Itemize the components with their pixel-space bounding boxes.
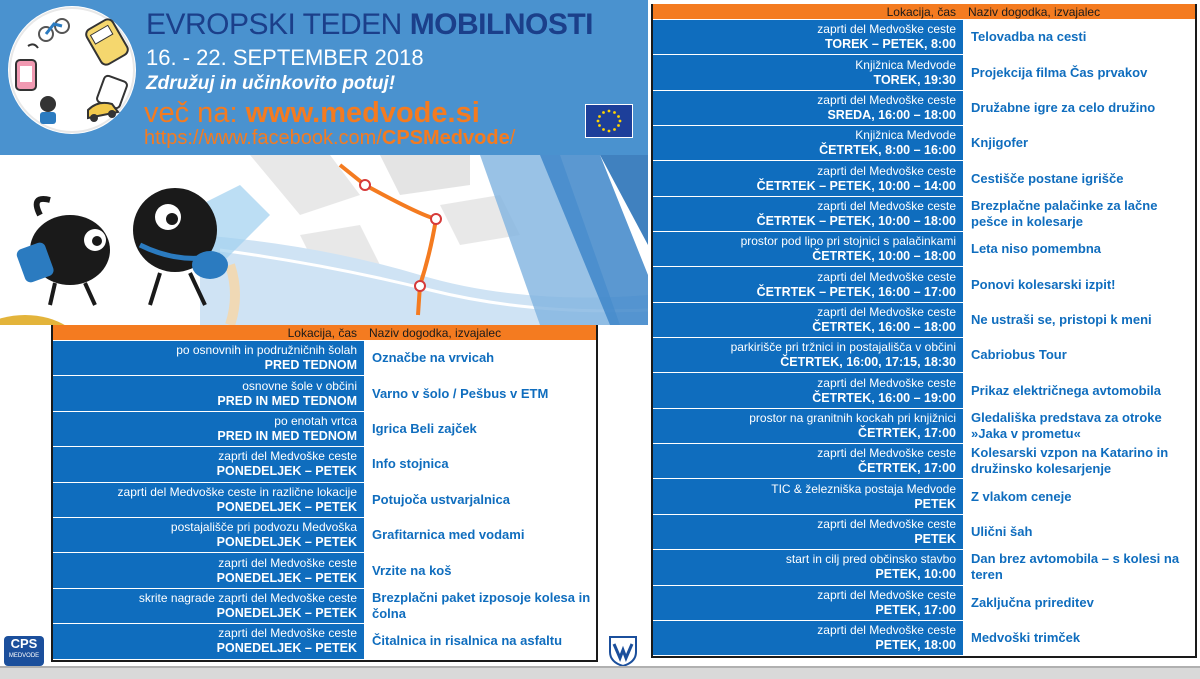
event-name: Knjigofer [962,126,1195,160]
event-location-cell [53,341,363,375]
header-location: Lokacija, čas [287,326,357,340]
table-row [53,341,596,376]
table-row [653,197,1195,232]
event-location-cell [653,232,962,266]
event-place: start in cilj pred občinsko stavbo [785,552,956,567]
event-place: Knjižnica Medvode [855,57,956,72]
event-name: Info stojnica [363,447,596,481]
table-row [53,589,596,624]
event-time: PONEDELJEK – PETEK [216,570,357,585]
event-time: PETEK [914,496,956,511]
event-time: PONEDELJEK – PETEK [216,605,357,620]
table-row [653,91,1195,126]
event-location-cell [653,550,962,584]
website-prefix: več na: [144,97,246,129]
event-location-cell [653,91,962,125]
event-location-cell [53,518,363,552]
event-location-cell [653,479,962,513]
table-body [53,341,596,660]
cps-logo-text: CPS [10,636,38,651]
website-link[interactable]: www.medvode.si [245,97,480,129]
events-table-left [51,325,598,662]
table-row [653,20,1195,55]
event-time: ČETRTEK, 10:00 – 18:00 [812,249,956,264]
event-name: Označbe na vrvicah [363,341,596,375]
table-row [53,376,596,411]
event-name: Zaključna prireditev [962,586,1195,620]
table-row [53,518,596,553]
event-name: Ne ustraši se, pristopi k meni [962,303,1195,337]
event-time: PETEK [914,531,956,546]
event-name: Družabne igre za celo družino [962,91,1195,125]
table-row [653,373,1195,408]
event-name: Čitalnica in risalnica na asfaltu [363,624,596,658]
event-time: ČETRTEK, 8:00 – 16:00 [819,143,956,158]
eu-stars-icon [586,105,632,137]
event-place: zaprti del Medvoške ceste [817,22,956,37]
event-time: PONEDELJEK – PETEK [216,499,357,514]
facebook-link[interactable] [144,127,515,150]
event-place: po enotah vrtca [274,413,357,428]
map-illustration [0,155,648,325]
table-row [653,55,1195,90]
event-place: zaprti del Medvoške ceste [817,92,956,107]
table-row [653,338,1195,373]
event-name: Telovadba na cesti [962,20,1195,54]
event-location-cell [53,624,363,658]
event-time: ČETRTEK, 16:00 – 18:00 [812,319,956,334]
event-location-cell [653,161,962,195]
bottom-bar [0,666,1200,679]
event-name: Gledališka predstava za otroke »Jaka v prometu« [962,409,1195,443]
event-location-cell [653,55,962,89]
event-location-cell [53,447,363,481]
event-location-cell [653,20,962,54]
table-body [653,20,1195,656]
title-part-1: EVROPSKI TEDEN [146,8,410,41]
event-name: Ulični šah [962,515,1195,549]
event-place: zaprti del Medvoške ceste [817,587,956,602]
event-place: zaprti del Medvoške ceste [817,163,956,178]
table-row [653,586,1195,621]
event-location-cell [653,409,962,443]
event-time: PRED IN MED TEDNOM [217,393,357,408]
event-time: PETEK, 10:00 [875,567,956,582]
event-location-cell [53,412,363,446]
event-name: Vrzite na koš [363,553,596,587]
event-location-cell [53,553,363,587]
event-place: zaprti del Medvoške ceste in različne lokacije [117,484,357,499]
website-line [144,97,480,130]
event-location-cell [53,589,363,623]
event-name: Prikaz električnega avtomobila [962,373,1195,407]
facebook-suffix: / [509,127,516,149]
mobility-week-logo-icon [8,6,136,134]
event-name: Grafitarnica med vodami [363,518,596,552]
event-time: SREDA, 16:00 – 18:00 [827,107,956,122]
event-time: PONEDELJEK – PETEK [216,464,357,479]
event-time: PRED TEDNOM [264,358,357,373]
event-place: Knjižnica Medvode [855,128,956,143]
event-place: zaprti del Medvoške ceste [817,198,956,213]
event-time: ČETRTEK, 16:00 – 19:00 [812,390,956,405]
table-row [653,409,1195,444]
table-row [653,267,1195,302]
event-time: ČETRTEK, 17:00 [858,461,956,476]
event-location-cell [653,303,962,337]
event-name: Projekcija filma Čas prvakov [962,55,1195,89]
event-name: Dan brez avtomobila – s kolesi na teren [962,550,1195,584]
event-time: PRED IN MED TEDNOM [217,428,357,443]
event-time: TOREK – PETEK, 8:00 [824,37,956,52]
event-dates: 16. - 22. SEPTEMBER 2018 [146,45,424,70]
event-name: Z vlakom ceneje [962,479,1195,513]
event-time: PONEDELJEK – PETEK [216,535,357,550]
table-row [53,624,596,659]
event-location-cell [53,376,363,410]
event-time: ČETRTEK, 17:00 [858,425,956,440]
event-place: postajališče pri podvozu Medvoška [170,520,357,535]
poster-title [146,8,593,42]
event-name: Varno v šolo / Pešbus v ETM [363,376,596,410]
table-row [653,126,1195,161]
event-name: Leta niso pomembna [962,232,1195,266]
table-row [653,444,1195,479]
table-row [53,483,596,518]
event-place: zaprti del Medvoške ceste [218,626,357,641]
event-place: skrite nagrade zaprti del Medvoške ceste [138,590,357,605]
event-name: Kolesarski vzpon na Katarino in družinsko kolesarjenje [962,444,1195,478]
poster-header [0,0,648,155]
event-name: Igrica Beli zajček [363,412,596,446]
event-place: prostor pod lipo pri stojnici s palačinkami [740,234,956,249]
eu-flag-icon [585,104,633,138]
table-row [653,621,1195,656]
table-row [653,232,1195,267]
table-row [53,412,596,447]
table-row [653,161,1195,196]
event-place: zaprti del Medvoške ceste [817,446,956,461]
event-name: Brezplačni paket izposoje kolesa in čolna [363,589,596,623]
events-table-right [651,4,1197,658]
facebook-name: CPSMedvode [381,127,510,149]
event-name: Potujoča ustvarjalnica [363,483,596,517]
slogan: Združuj in učinkovito potuj! [146,73,396,94]
event-place: zaprti del Medvoške ceste [817,269,956,284]
event-place: parkirišče pri tržnici in postajališča v občini [730,340,956,355]
event-place: zaprti del Medvoške ceste [218,555,357,570]
event-time: PONEDELJEK – PETEK [216,641,357,656]
event-location-cell [653,126,962,160]
event-name: Medvoški trimček [962,621,1195,655]
event-location-cell [653,373,962,407]
table-row [653,479,1195,514]
event-location-cell [53,483,363,517]
event-place: osnovne šole v občini [242,378,357,393]
event-place: zaprti del Medvoške ceste [817,623,956,638]
event-time: ČETRTEK – PETEK, 10:00 – 14:00 [756,178,956,193]
table-row [53,447,596,482]
event-place: TIC & železniška postaja Medvode [771,481,956,496]
event-location-cell [653,515,962,549]
event-location-cell [653,444,962,478]
header-event: Naziv dogodka, izvajalec [968,5,1101,19]
crest-shield-icon [606,634,640,668]
event-place: zaprti del Medvoške ceste [817,516,956,531]
event-name: Cestišče postane igrišče [962,161,1195,195]
event-time: ČETRTEK – PETEK, 16:00 – 17:00 [756,284,956,299]
event-place: prostor na granitnih kockah pri knjižnici [749,410,956,425]
event-name: Brezplačne palačinke za lačne pešce in kolesarje [962,197,1195,231]
event-location-cell [653,267,962,301]
event-place: zaprti del Medvoške ceste [817,304,956,319]
event-location-cell [653,197,962,231]
header-event: Naziv dogodka, izvajalec [369,326,502,340]
event-place: po osnovnih in podružničnih šolah [176,343,357,358]
event-time: PETEK, 17:00 [875,602,956,617]
cps-medvode-logo [4,636,44,666]
event-time: ČETRTEK, 16:00, 17:15, 18:30 [780,355,956,370]
table-header [53,325,596,341]
mobility-week-logo [8,6,136,134]
map-scene-icon [0,155,648,325]
event-place: zaprti del Medvoške ceste [218,449,357,464]
header-location: Lokacija, čas [886,5,956,19]
municipality-crest-icon [606,634,640,668]
table-header [653,4,1195,20]
event-location-cell [653,338,962,372]
facebook-prefix: https://www.facebook.com/ [144,127,382,149]
event-location-cell [653,621,962,655]
event-location-cell [653,586,962,620]
event-name: Cabriobus Tour [962,338,1195,372]
table-row [653,515,1195,550]
table-row [653,303,1195,338]
event-time: PETEK, 18:00 [875,638,956,653]
table-row [653,550,1195,585]
cps-logo-subtext: MEDVODE [8,653,40,659]
event-time: ČETRTEK – PETEK, 10:00 – 18:00 [756,213,956,228]
event-name: Ponovi kolesarski izpit! [962,267,1195,301]
event-time: TOREK, 19:30 [873,72,956,87]
event-place: zaprti del Medvoške ceste [817,375,956,390]
title-part-2: MOBILNOSTI [409,8,594,41]
table-row [53,553,596,588]
